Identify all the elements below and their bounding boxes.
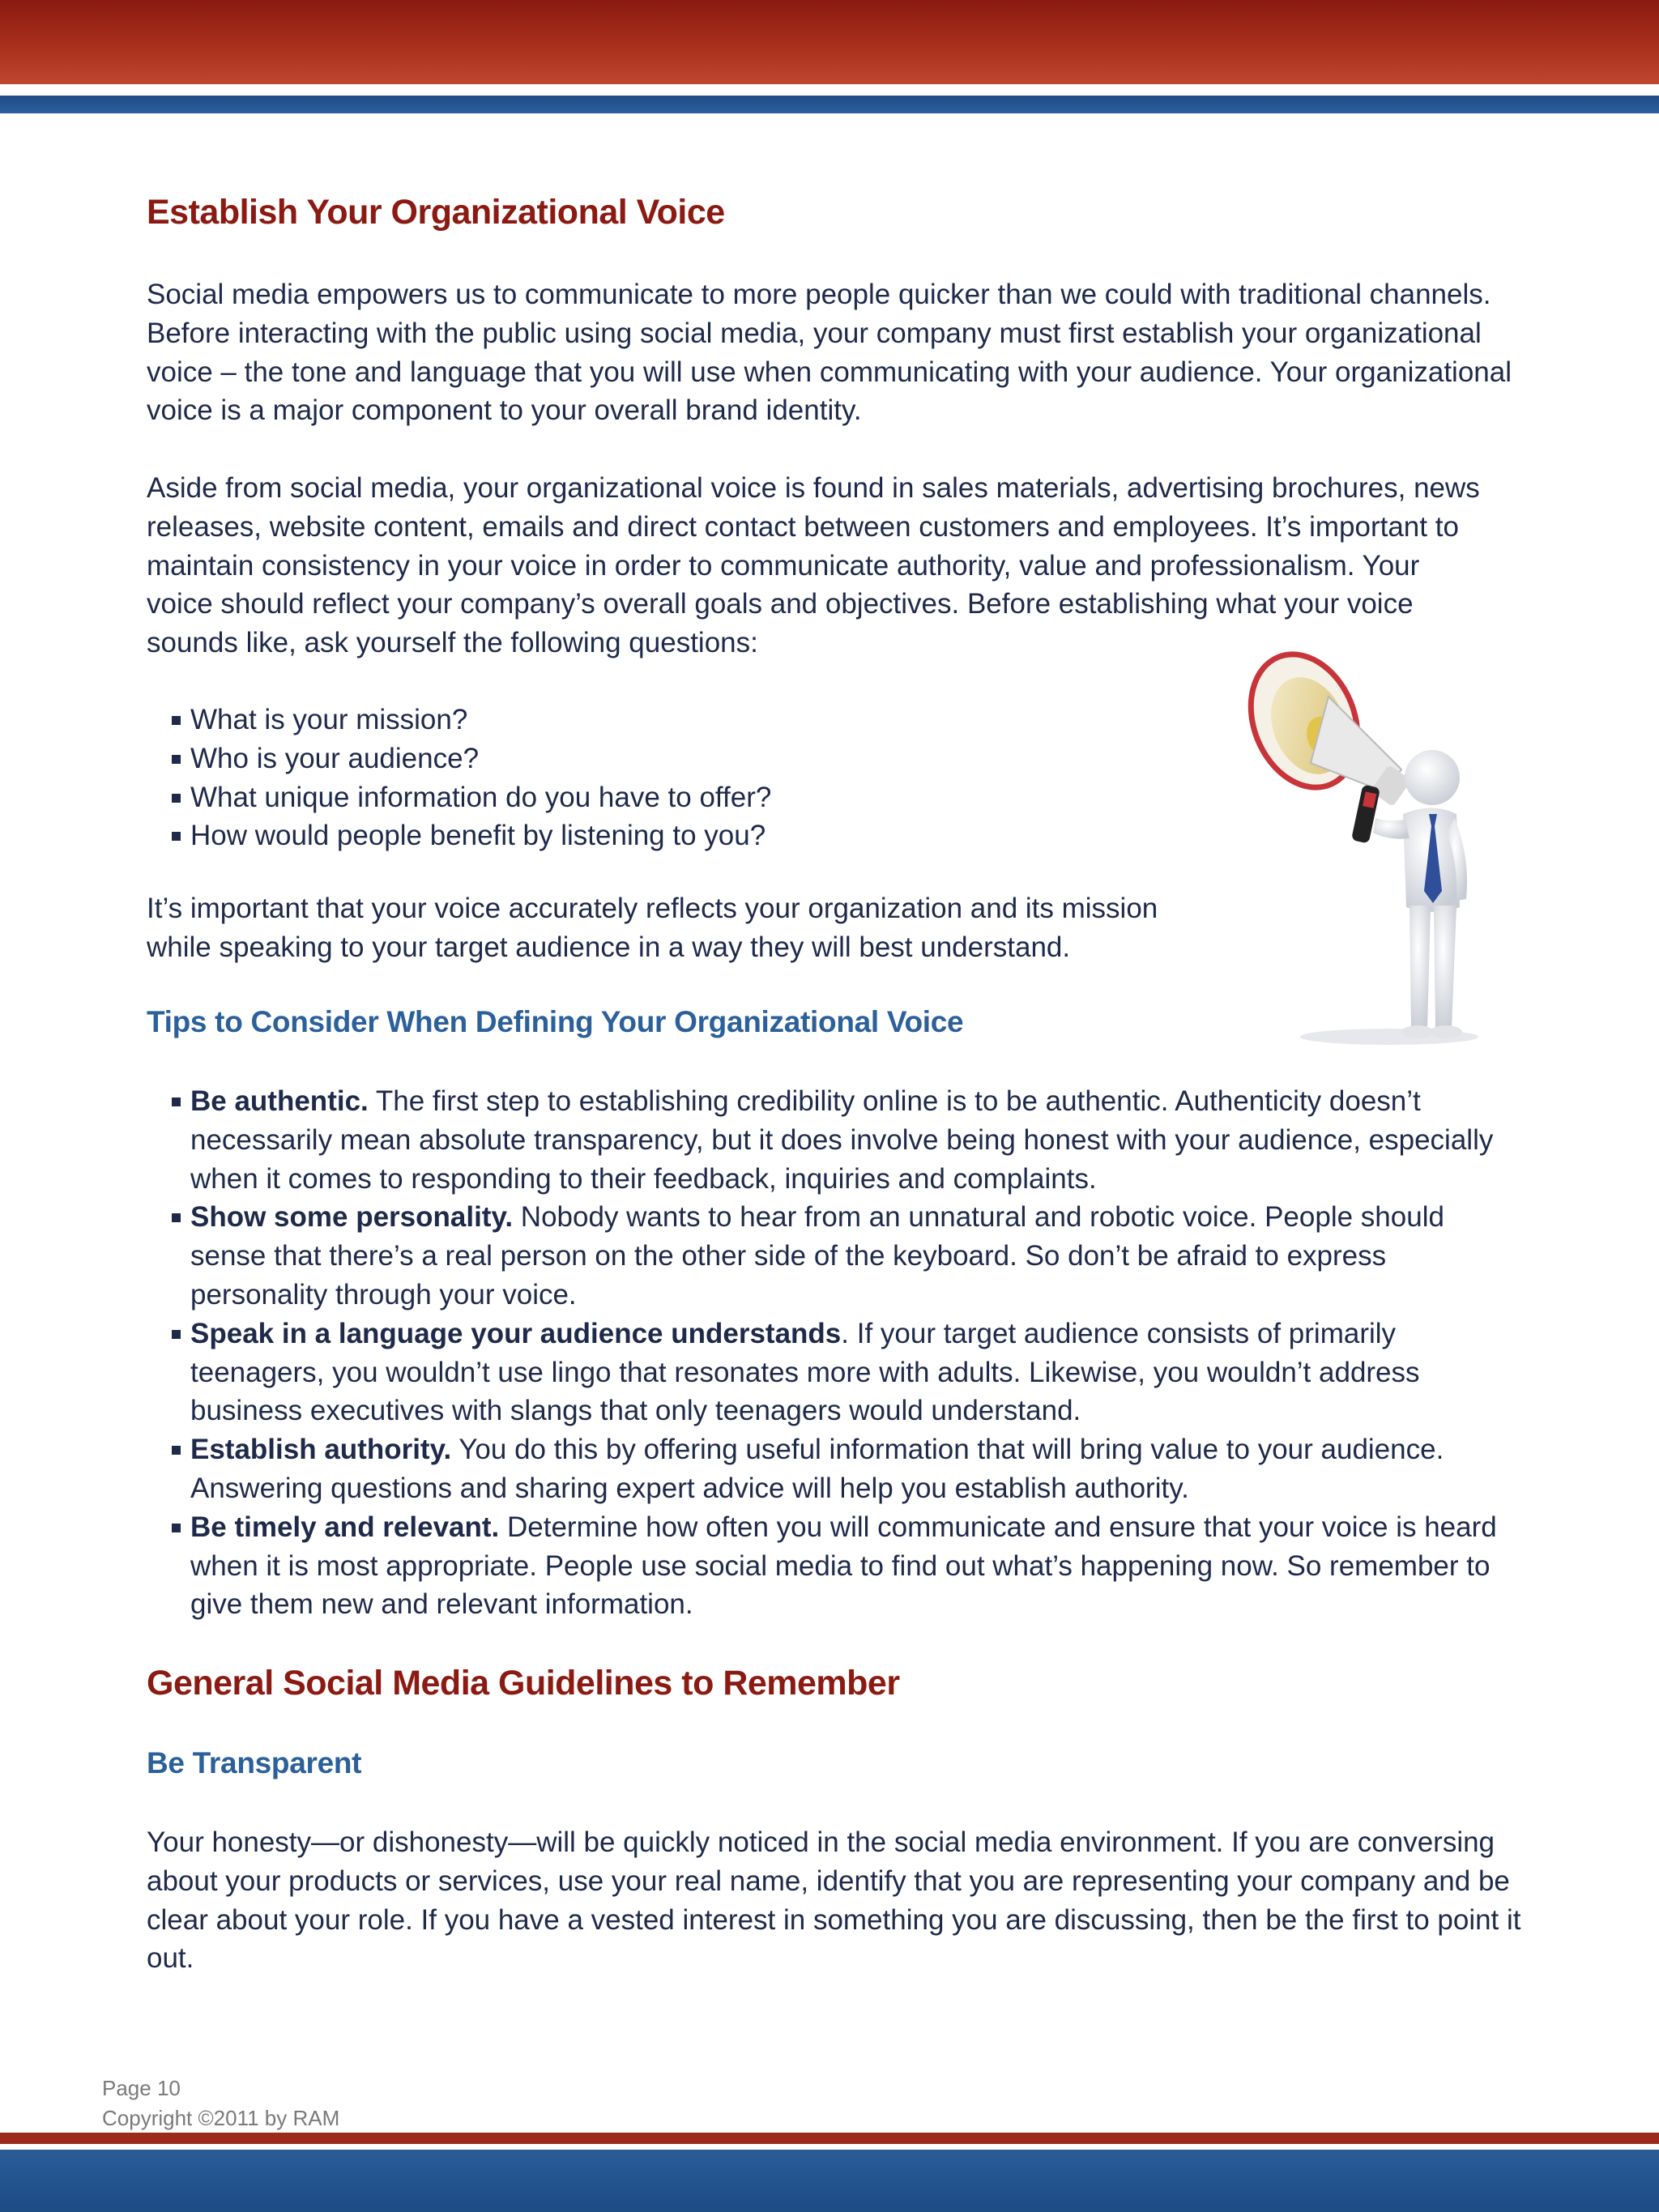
section-title-guidelines: General Social Media Guidelines to Remember <box>147 1664 900 1703</box>
copyright-text: Copyright ©2011 by RAM <box>102 2106 340 2130</box>
page-number: Page 10 <box>102 2076 181 2100</box>
tip-item: Establish authority. You do this by offering useful information that will bring value to your audience. Answering questions and sharing expert advice will help you establish authority. <box>147 1430 1524 1508</box>
tips-list <box>147 1082 1524 1624</box>
subsection-title-transparent: Be Transparent <box>147 1746 362 1779</box>
section-title-organizational-voice: Establish Your Organizational Voice <box>147 193 725 232</box>
bullet-square-icon <box>172 716 181 725</box>
tip-item: Be authentic. The first step to establishing credibility online is to be authentic. Authenticity doesn’t necessarily mean absolute transparency, but it does involve being honest with your audience, especially when it comes to responding to their feedback, inquiries and complaints. <box>147 1082 1524 1198</box>
header-blue-band <box>0 96 1659 113</box>
tip-item: Be timely and relevant. Determine how often you will communicate and ensure that your voice is heard when it is most appropriate. People use social media to find out what’s happening now. So remember to give them new and relevant information. <box>147 1508 1524 1624</box>
megaphone-person-icon <box>1239 648 1507 1053</box>
tip-item: Show some personality. Nobody wants to hear from an unnatural and robotic voice. People should sense that there’s a real person on the other side of the keyboard. So don’t be afraid to express personality through your voice. <box>147 1198 1524 1314</box>
bullet-square-icon <box>172 832 181 841</box>
list-item: How would people benefit by listening to you? <box>147 816 1119 855</box>
footer-red-stripe <box>0 2133 1659 2144</box>
footer-white-stripe <box>0 2144 1659 2150</box>
bullet-square-icon <box>172 1330 181 1339</box>
bullet-square-icon <box>172 1097 181 1106</box>
header-red-band <box>0 0 1659 84</box>
subsection-title-tips: Tips to Consider When Defining Your Organizational Voice <box>147 1005 964 1038</box>
header-white-stripe <box>0 84 1659 96</box>
list-item: What unique information do you have to offer? <box>147 778 1119 817</box>
footer-blue-band <box>0 2150 1659 2212</box>
paragraph-intro: Social media empowers us to communicate to more people quicker than we could with traditional channels. Before interacting with the public using social media, your company must first establish your organizational voice – the tone and language that you will use when communicating with your audience. Your organizational voice is a major component to your overall brand identity. <box>147 279 1512 427</box>
bullet-square-icon <box>172 1213 181 1222</box>
paragraph-transparency: Your honesty—or dishonesty—will be quickly noticed in the social media environment. If you are conversing about your products or services, use your real name, identify that you are representing your company and be clear about your role. If you have a vested interest in something you are discussing, then be the first to point it out. <box>147 1826 1521 1975</box>
bullet-square-icon <box>172 1524 181 1532</box>
list-item: Who is your audience? <box>147 739 1119 778</box>
list-item: What is your mission? <box>147 701 1119 739</box>
bullet-square-icon <box>172 755 181 764</box>
bullet-square-icon <box>172 794 181 803</box>
paragraph-voice-reflects: It’s important that your voice accurately reflects your organization and its mission while speaking to your target audience in a way they will best understand. <box>147 893 1158 963</box>
tip-item: Speak in a language your audience understands. If your target audience consists of primarily teenagers, you wouldn’t use lingo that resonates more with adults. Likewise, you wouldn’t address business executives with slangs that only teenagers would understand. <box>147 1315 1524 1430</box>
bullet-square-icon <box>172 1446 181 1455</box>
paragraph-voice-consistency: Aside from social media, your organizational voice is found in sales materials, advertising brochures, news releases, website content, emails and direct contact between customers and employees. It’s important to maintain consistency in your voice in order to communicate authority, value and professionalism. Your voice should reflect your company’s overall goals and objectives. Before establishing what your voice sounds like, ask yourself the following questions: <box>147 472 1480 659</box>
questions-list <box>147 701 1119 855</box>
